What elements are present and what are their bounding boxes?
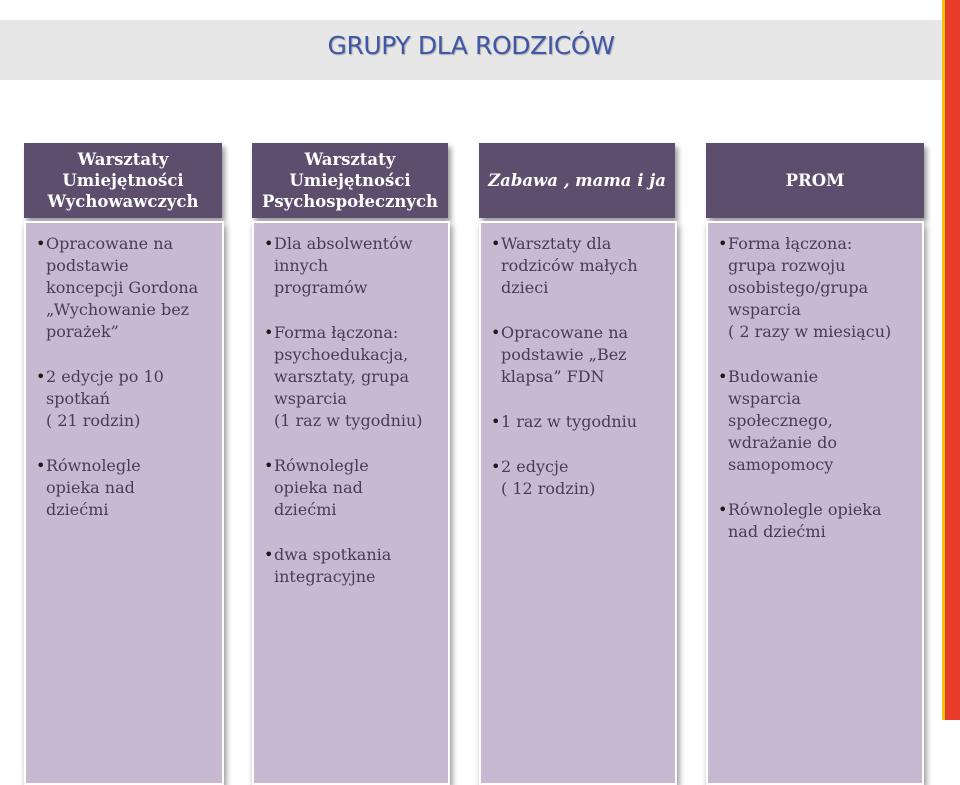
list-item-text: Forma łączona: grupa rozwoju osobistego/grupa wsparcia ( 2 razy w miesiącu) [728,234,892,341]
column-body [252,221,450,785]
column-body [706,221,924,785]
column-body [24,221,224,785]
list-item-text: Równolegle opieka nad dziećmi [728,500,882,541]
bullet-icon: • [264,234,274,253]
bullet-icon: • [36,367,46,386]
list-item [491,456,669,500]
list-item [264,233,442,299]
gold-accent-stripe [942,0,945,720]
list-item [36,455,216,521]
list-item [264,322,442,432]
list-item [36,233,216,343]
list-item-text: Opracowane na podstawie koncepcji Gordona „Wychowanie bez porażek” [46,234,199,341]
bullet-icon: • [718,500,728,519]
list-item [491,233,669,299]
list-item-text: Dla absolwentów innych programów [274,234,413,297]
list-item [718,366,916,476]
list-item [491,411,669,433]
column-header: Warsztaty Umiejętności Wychowawczych [24,143,222,218]
list-item-text: Opracowane na podstawie „Bez klapsa” FDN [501,323,629,386]
bullet-icon: • [718,367,728,386]
bullet-icon: • [491,234,501,253]
bullet-icon: • [491,412,501,431]
bullet-icon: • [718,234,728,253]
list-item [718,499,916,543]
list-item [718,233,916,343]
column-header: PROM [706,143,924,218]
column-body [479,221,677,785]
slide-title: GRUPY DLA RODZICÓW [327,31,615,60]
right-accent-bar [942,0,960,720]
bullet-icon: • [264,545,274,564]
bullet-icon: • [36,456,46,475]
bullet-icon: • [264,323,274,342]
list-item-text: 1 raz w tygodniu [501,412,638,431]
list-item-text: Równolegle opieka nad dziećmi [46,456,141,519]
list-item [36,366,216,432]
bullet-icon: • [491,457,501,476]
bullet-icon: • [36,234,46,253]
list-item-text: Budowanie wsparcia społecznego, wdrażanie do samopomocy [728,367,837,474]
list-item-text: Równolegle opieka nad dziećmi [274,456,369,519]
bullet-icon: • [264,456,274,475]
list-item [491,322,669,388]
list-item-text: Forma łączona: psychoedukacja, warsztaty, grupa wsparcia (1 raz w tygodniu) [274,323,423,430]
list-item-text: Warsztaty dla rodziców małych dzieci [501,234,638,297]
list-item-text: 2 edycje ( 12 rodzin) [501,457,596,498]
bullet-icon: • [491,323,501,342]
list-item [264,544,442,588]
list-item-text: dwa spotkania integracyjne [274,545,392,586]
column-header: Zabawa , mama i ja [479,143,675,218]
list-item-text: 2 edycje po 10 spotkań ( 21 rodzin) [46,367,164,430]
column-header: Warsztaty Umiejętności Psychospołecznych [252,143,448,218]
list-item [264,455,442,521]
